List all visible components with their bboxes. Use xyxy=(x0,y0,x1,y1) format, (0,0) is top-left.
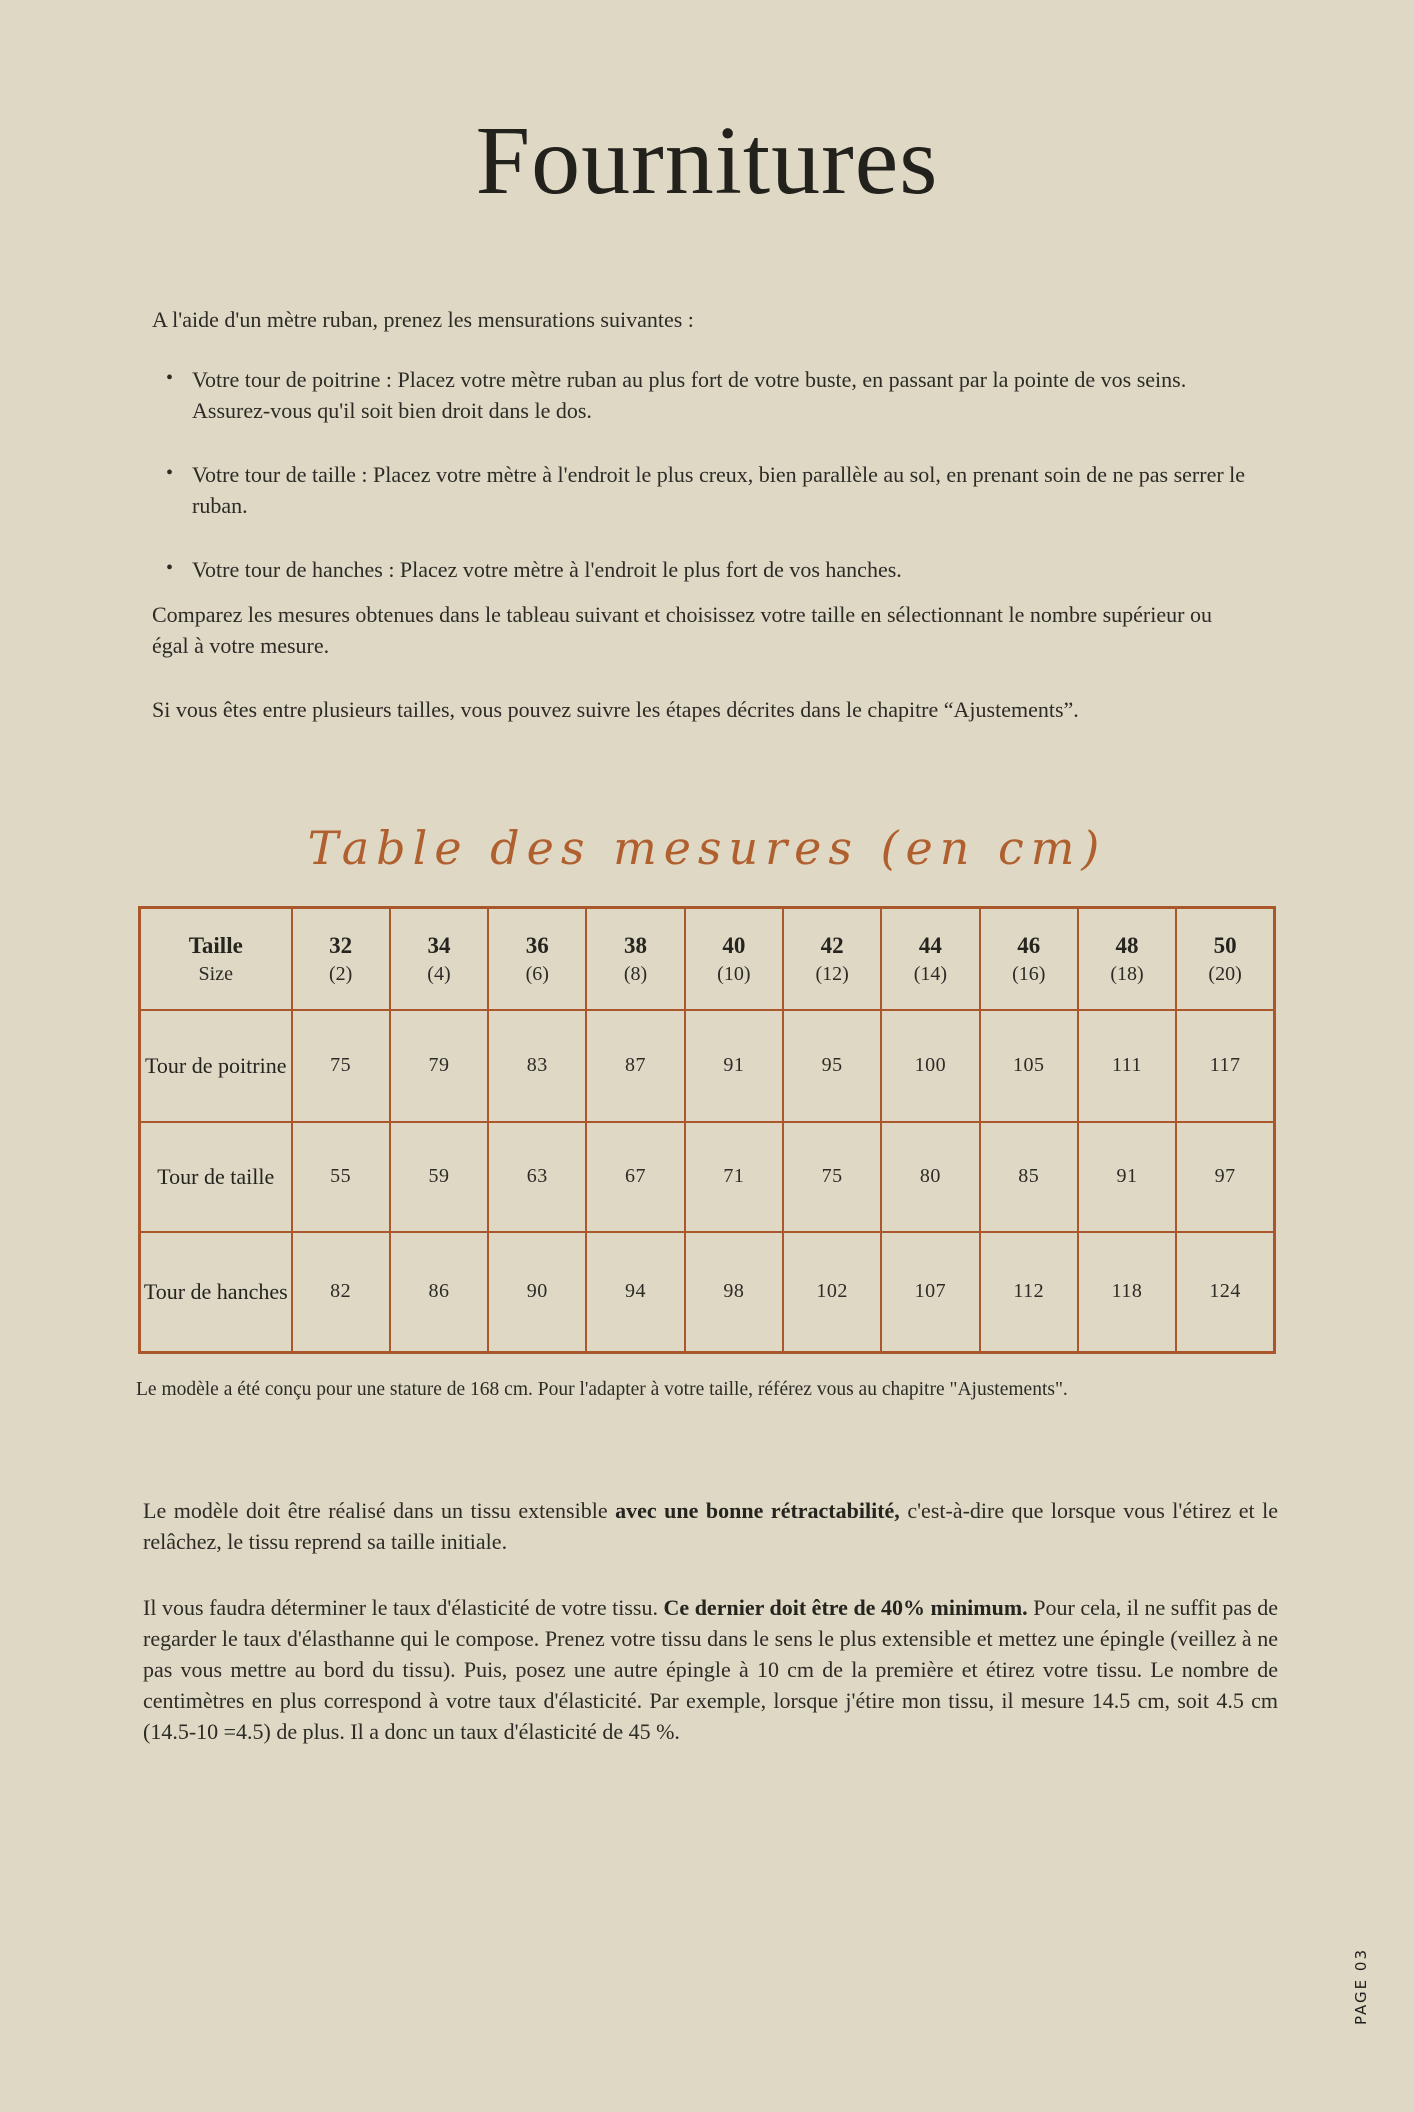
fabric-1-part-1: Le modèle doit être réalisé dans un tissu extensible xyxy=(143,1498,616,1524)
size-eu: 48 xyxy=(1115,932,1139,958)
measurement-table-head xyxy=(140,908,1275,1010)
fabric-paragraph-2 xyxy=(143,1592,1278,1747)
measure-value: 91 xyxy=(1078,1122,1176,1232)
measure-value: 98 xyxy=(685,1232,783,1353)
bullet-poitrine-text: Votre tour de poitrine : Placez votre mètre ruban au plus fort de votre buste, en passant par la pointe de vos seins. Assurez-vous qu'il soit bien droit dans le dos. xyxy=(192,367,1187,423)
measure-value: 124 xyxy=(1176,1232,1274,1353)
size-eu: 50 xyxy=(1213,932,1237,958)
size-eu: 34 xyxy=(427,932,451,958)
size-eu: 38 xyxy=(624,932,648,958)
size-eu: 40 xyxy=(722,932,746,958)
measure-value: 59 xyxy=(390,1122,488,1232)
fabric-paragraph-1 xyxy=(143,1495,1278,1557)
size-us: (14) xyxy=(913,962,948,985)
bullet-taille-text: Votre tour de taille : Placez votre mètre à l'endroit le plus creux, bien parallèle au sol, en prenant soin de ne pas serrer le ruban. xyxy=(192,462,1246,518)
measure-value: 90 xyxy=(488,1232,586,1353)
page-number-label: PAGE 03 xyxy=(1352,1948,1370,2026)
fabric-1-part-2: c'est-à-dire que lorsque vous l'étirez et le relâchez, le tissu reprend sa taille initiale. xyxy=(143,1498,1279,1555)
measure-value: 79 xyxy=(390,1010,488,1122)
measure-value: 102 xyxy=(783,1232,881,1353)
compare-paragraph: Comparez les mesures obtenues dans le tableau suivant et choisissez votre taille en sélectionnant le nombre supérieur ou égal à votre mesure. xyxy=(152,602,1212,658)
measure-value: 107 xyxy=(881,1232,979,1353)
size-us: (10) xyxy=(717,962,751,985)
size-us: (12) xyxy=(815,962,849,985)
measurement-table-body xyxy=(140,1010,1275,1353)
between-sizes-paragraph: Si vous êtes entre plusieurs tailles, vous pouvez suivre les étapes décrites dans le chapitre “Ajustements”. xyxy=(152,697,1079,722)
size-eu: 36 xyxy=(525,932,549,958)
measure-value: 87 xyxy=(586,1010,684,1122)
size-us: (4) xyxy=(427,962,451,985)
table-note: Le modèle a été conçu pour une stature de 168 cm. Pour l'adapter à votre taille, référez vous au chapitre "Ajustements". xyxy=(136,1379,1068,1401)
measurement-instructions-list xyxy=(164,364,1254,585)
measure-value: 75 xyxy=(783,1122,881,1232)
measure-value: 75 xyxy=(292,1010,390,1122)
header-cell-size-46 xyxy=(980,908,1078,1010)
measure-value: 80 xyxy=(881,1122,979,1232)
header-cell-size-48 xyxy=(1078,908,1176,1010)
measure-value: 100 xyxy=(881,1010,979,1122)
header-cell-size-34 xyxy=(390,908,488,1010)
list-item xyxy=(164,364,1254,426)
size-eu: Taille xyxy=(188,932,243,958)
header-cell-size-42 xyxy=(783,908,881,1010)
bullet-hanches-text: Votre tour de hanches : Placez votre mètre à l'endroit le plus fort de vos hanches. xyxy=(192,557,902,582)
measure-value: 83 xyxy=(488,1010,586,1122)
measure-value: 71 xyxy=(685,1122,783,1232)
measure-value: 94 xyxy=(586,1232,684,1353)
intro-lead: A l'aide d'un mètre ruban, prenez les mensurations suivantes : xyxy=(152,307,694,332)
list-item xyxy=(164,459,1254,521)
measure-value: 118 xyxy=(1078,1232,1176,1353)
fabric-2-part-1: Il vous faudra déterminer le taux d'élasticité de votre tissu. xyxy=(143,1595,664,1621)
measure-value: 55 xyxy=(292,1122,390,1232)
list-item xyxy=(164,554,1254,585)
header-cell-size-38 xyxy=(586,908,684,1010)
header-cell-size-36 xyxy=(488,908,586,1010)
measure-value: 95 xyxy=(783,1010,881,1122)
size-us: (20) xyxy=(1208,962,1242,985)
measure-value: 97 xyxy=(1176,1122,1274,1232)
measure-value: 85 xyxy=(980,1122,1078,1232)
size-eu: 32 xyxy=(329,932,353,958)
measures-table-heading: Table des mesures (en cm) xyxy=(307,821,1107,875)
fabric-2-part-2: Pour cela, il ne suffit pas de regarder le taux d'élasthanne qui le compose. Prenez votre tissu dans le sens le plus extensible et mettez une épingle (veillez à ne pas vous mettre au bord du tissu). Puis, posez une autre épingle à 10 cm de la première et étirez votre tissu. Le nombre de centimètres en plus correspond à votre taux d'élasticité. Par exemple, lorsque j'étire mon tissu, il mesure 14.5 cm, soit 4.5 cm (14.5-10 =4.5) de plus. Il a donc un taux d'élasticité de 45 %. xyxy=(143,1595,1279,1745)
measure-value: 105 xyxy=(980,1010,1078,1122)
row-label: Tour de taille xyxy=(140,1122,292,1232)
header-cell-size-50 xyxy=(1176,908,1274,1010)
measure-value: 82 xyxy=(292,1232,390,1353)
table-row xyxy=(140,1122,1275,1232)
size-us: (6) xyxy=(525,962,549,985)
measure-value: 112 xyxy=(980,1232,1078,1353)
size-us: (8) xyxy=(623,962,648,985)
table-row xyxy=(140,1232,1275,1353)
header-cell-size-32 xyxy=(292,908,390,1010)
size-eu: 46 xyxy=(1017,932,1041,958)
measurement-table xyxy=(138,906,1276,1354)
measure-value: 63 xyxy=(488,1122,586,1232)
measure-value: 67 xyxy=(586,1122,684,1232)
header-cell-taille-size xyxy=(140,908,292,1010)
document-page xyxy=(0,107,1414,1747)
size-us: (18) xyxy=(1110,962,1144,985)
size-us: (2) xyxy=(328,962,353,985)
measure-value: 111 xyxy=(1078,1010,1176,1122)
size-us: (16) xyxy=(1012,962,1046,985)
table-row xyxy=(140,1010,1275,1122)
measure-value: 91 xyxy=(685,1010,783,1122)
row-label: Tour de poitrine xyxy=(140,1010,292,1122)
page-title: Fournitures xyxy=(475,107,939,215)
table-header-row xyxy=(140,908,1275,1010)
header-cell-size-40 xyxy=(685,908,783,1010)
size-eu: 44 xyxy=(918,932,942,958)
row-label: Tour de hanches xyxy=(140,1232,292,1353)
header-cell-size-44 xyxy=(881,908,979,1010)
size-eu: 42 xyxy=(820,932,844,958)
measure-value: 117 xyxy=(1176,1010,1274,1122)
fabric-2-bold: Ce dernier doit être de 40% minimum. xyxy=(663,1595,1028,1621)
fabric-1-bold: avec une bonne rétractabilité, xyxy=(615,1498,900,1524)
measure-value: 86 xyxy=(390,1232,488,1353)
size-us: Size xyxy=(198,962,233,985)
